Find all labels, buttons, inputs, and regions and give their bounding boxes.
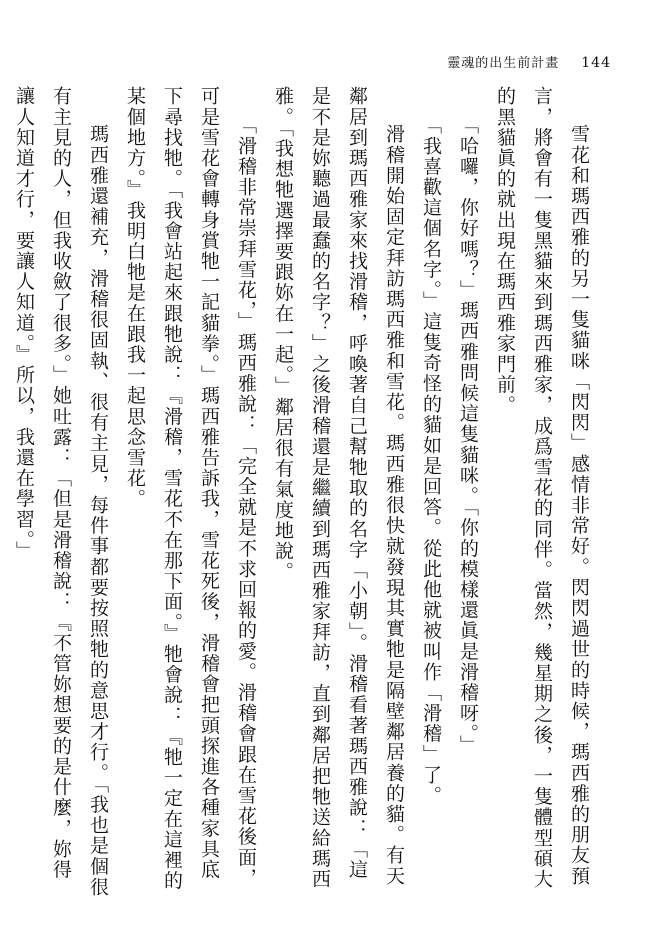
paragraph: 滑稽開始固定拜訪瑪西雅和雪花。瑪西雅很快就發現其實牠是隔壁鄰居養的貓。有天鄰居到瑪西雅家來找滑稽，呼喚著自己幫牠取的名字「小朝」。滑稽看著瑪西雅說：「這是不是妳聽過最蠢的名字？」之後滑稽還是繼續到瑪西雅家拜訪，直到鄰居把牠送給瑪西雅。「我想牠選擇要跟妳在一起。」鄰居很有氣度地說。: [272, 86, 405, 890]
page-number: 144: [581, 55, 611, 71]
book-title: 靈魂的出生前計畫: [447, 56, 560, 71]
paragraph: [0, 86, 5, 898]
paragraph: 瑪西雅還補充，滑稽很固執、很有主見，每件事都要按照牠的意思才行。「我也是個很有主見的人，但我收斂了很多。」她吐露：「但是滑稽說：『不管妳想要的是什麼，妳得讓人知道才行，要讓人知道。』所以，我還在學習。」: [13, 86, 109, 898]
paragraph: 雪花和瑪西雅的另一隻貓咪「閃閃」感情非常好。閃閃過世的時候，瑪西雅的朋友預言，將會有一隻黑貓來到瑪西雅家，成爲雪花的同伴。當然，幾星期之後，一隻體型碩大的黑貓眞的就出現在瑪西雅家門前。: [494, 86, 590, 890]
vertical-body-text: [13, 86, 597, 898]
paragraph: 「滑稽非常崇拜雪花，」瑪西雅說：「完全就是不求回報的愛。滑稽會跟在雪花後面，可是雪花會轉身賞牠一記貓拳。」瑪西雅告訴我，雪花死後，滑稽會把頭探進各種家具底下尋找牠。「我會站起來跟牠說：『滑稽，雪花不在那下面。』牠會說：『牠一定在這裡的某個地方。』我明白牠是在跟我一起思念雪花。: [124, 86, 257, 891]
running-header: [447, 52, 611, 71]
paragraph: 「我喜歡這個名字。」這隻奇怪的貓如是回答。從此他就被叫作「滑稽」了。: [420, 114, 442, 806]
paragraph: 「哈囉，你好嗎？」瑪西雅問候這隻貓咪。「你的模樣還眞是滑稽呀。」: [457, 114, 479, 755]
